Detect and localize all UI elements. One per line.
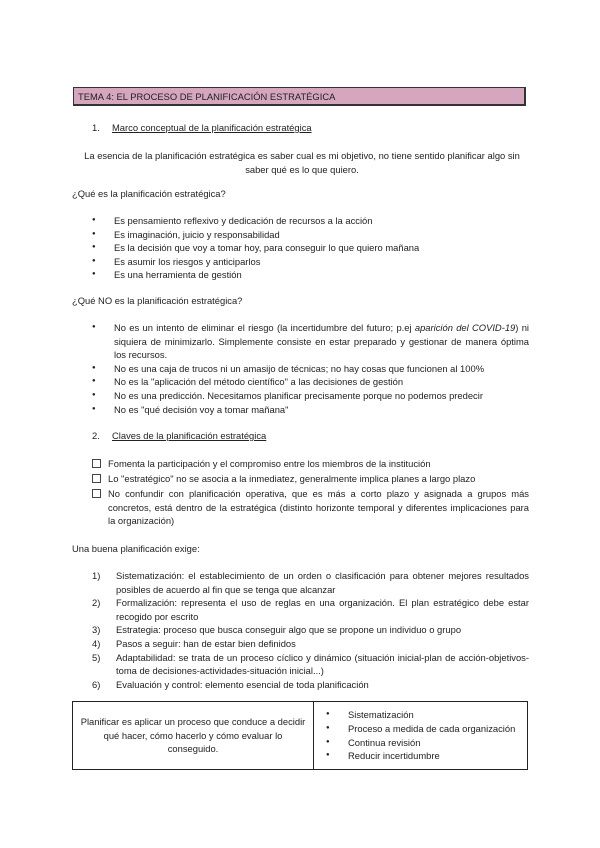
- list-item: [92, 569, 529, 596]
- section-1-heading: [92, 121, 312, 135]
- list-item: ● Es una herramienta de gestión: [92, 268, 532, 282]
- list-item: [92, 321, 529, 362]
- list-item: [92, 623, 529, 637]
- checkbox[interactable]: [92, 459, 101, 468]
- list-item: ● No es "qué decisión voy a tomar mañana": [92, 403, 529, 417]
- text: Formalización: representa el uso de reglas en una organización. El plan estratégico debe estar recogido por escrito: [116, 597, 529, 622]
- keys-checklist: [92, 457, 529, 529]
- list-item: ● Es asumir los riesgos y anticiparlos: [92, 255, 532, 269]
- requirements-intro: Una buena planificación exige:: [72, 543, 200, 554]
- list-item: ● Sistematización: [326, 708, 523, 722]
- section-number: 2.: [92, 430, 100, 441]
- requirements-list: [92, 569, 529, 691]
- item-number: 6): [92, 678, 101, 690]
- list-item: ● No es una caja de trucos ni un amasijo de técnicas; no hay cosas que funcionen al 100%: [92, 362, 529, 376]
- list-item: [92, 596, 529, 623]
- features-cell: [314, 702, 528, 770]
- list-item: ● No es una predicción. Necesitamos planificar precisamente porque no podemos predecir: [92, 389, 529, 403]
- item-number: 4): [92, 637, 101, 649]
- item-number: 5): [92, 651, 101, 663]
- list-item: ● Proceso a medida de cada organización: [326, 722, 523, 736]
- section-title: Claves de la planificación estratégica: [112, 430, 267, 441]
- text: ) ni siquiera de minimizarlo. Simplemente consiste en estar preparado y gestionar de manera óptima los recursos.: [114, 322, 529, 361]
- checklist-item: [92, 487, 529, 528]
- text: Fomenta la participación y el compromiso entre los miembros de la institución: [108, 458, 431, 469]
- item-number: 2): [92, 597, 101, 609]
- intro-paragraph: La esencia de la planificación estratégica es saber cual es mi objetivo, no tiene sentido planificar algo sin saber qué es lo que quiero.: [84, 150, 520, 175]
- section-title: Marco conceptual de la planificación estratégica: [112, 122, 312, 133]
- text: Estrategia: proceso que busca conseguir algo que se propone un individuo o grupo: [116, 624, 462, 636]
- list-item: ● Es imaginación, juicio y responsabilidad: [92, 228, 532, 242]
- item-number: 3): [92, 624, 101, 636]
- definition-cell: Planificar es aplicar un proceso que conduce a decidir qué hacer, cómo hacerlo y cómo evaluar lo conseguido.: [73, 702, 314, 770]
- list-item: [92, 637, 529, 651]
- checkbox[interactable]: [92, 489, 101, 498]
- question-heading: ¿Qué NO es la planificación estratégica?: [72, 295, 243, 306]
- text: Sistematización: el establecimiento de un orden o clasificación para obtener mejores resultados posibles de acuerdo al fin que se tenga que alcanzar: [116, 570, 529, 595]
- list-item: ● Es la decisión que voy a tomar hoy, para conseguir lo que quiero mañana: [92, 241, 532, 255]
- question-heading: ¿Qué es la planificación estratégica?: [72, 188, 226, 199]
- summary-table: [72, 701, 528, 770]
- list-item: ● Reducir incertidumbre: [326, 749, 523, 763]
- text: Pasos a seguir: han de estar bien definidos: [116, 637, 296, 649]
- page-title: TEMA 4: EL PROCESO DE PLANIFICACIÓN ESTRATÉGICA: [73, 87, 526, 106]
- list-item: [92, 651, 529, 678]
- checklist-item: [92, 472, 529, 486]
- text: No confundir con planificación operativa, que es más a corto plazo y asignada a grupos más concretos, está dentro de la estratégica (distinto horizonte temporal y diferentes implicaciones para la organización): [108, 488, 529, 527]
- text: No es un intento de eliminar el riesgo (la incertidumbre del futuro; p.ej: [114, 322, 415, 333]
- list-item: ● Continua revisión: [326, 736, 523, 750]
- what-is-not-list: [92, 321, 529, 416]
- list-item: ● Es pensamiento reflexivo y dedicación de recursos a la acción: [92, 214, 532, 228]
- list-item: [92, 678, 529, 692]
- checkbox[interactable]: [92, 474, 101, 483]
- italic-text: aparición del COVID-19: [414, 322, 516, 333]
- what-is-list: [92, 214, 532, 282]
- features-list: [318, 708, 523, 762]
- section-2-heading: [92, 429, 266, 443]
- text: Adaptabilidad: se trata de un proceso cíclico y dinámico (situación inicial-plan de acción-objetivos-toma de decisiones-actividades-situación inicial...): [116, 651, 529, 677]
- list-item: ● No es la "aplicación del método científico" a las decisiones de gestión: [92, 375, 529, 389]
- section-number: 1.: [92, 122, 100, 133]
- checklist-item: [92, 457, 529, 471]
- text: Evaluación y control: elemento esencial de toda planificación: [116, 678, 369, 690]
- text: Lo "estratégico" no se asocia a la inmediatez, generalmente implica planes a largo plazo: [108, 473, 476, 485]
- item-number: 1): [92, 570, 101, 581]
